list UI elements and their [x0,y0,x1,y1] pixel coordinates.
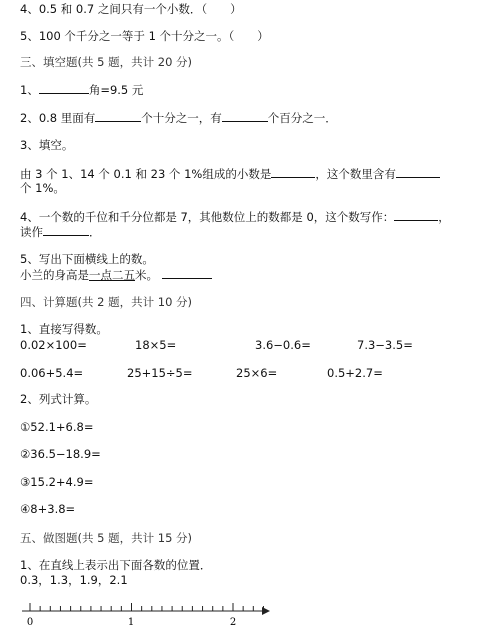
draw-section-heading: 五、做图题(共 5 题，共计 15 分) [20,531,193,545]
calc-item: 25+15÷5= [127,366,193,380]
fill-q4-text-b: ， [438,210,450,224]
fill-q5-underlined: 一点二五 [89,268,135,282]
calc-q2-title: 2、列式计算。 [20,392,97,406]
fill-q2-text-c: 个百分之一． [267,111,337,125]
calc-list-item: ④8+3.8= [20,502,76,516]
calc-list-item: ①52.1+6.8= [20,420,94,434]
calc-item: 18×5= [135,338,177,352]
fill-q5-title: 5、写出下面横线上的数。 [20,252,154,266]
fill-q2-text-a: 2、0.8 里面有 [20,111,96,125]
calc-list-item: ②36.5−18.9= [20,447,101,461]
calc-item: 0.02×100= [20,338,87,352]
fill-q3-title: 3、填空。 [20,138,74,152]
fill-section-heading: 三、填空题(共 5 题，共计 20 分) [20,55,193,69]
calc-item: 0.06+5.4= [20,366,84,380]
judge-q5: 5、100 个千分之一等于 1 个十分之一。（ ） [20,29,269,43]
calc-section-heading: 四、计算题(共 2 题，共计 10 分) [20,295,193,309]
number-line-axis [22,603,270,615]
fill-q2-text-b: 个十分之一，有 [141,111,222,125]
fill-q3-text-a: 由 3 个 1、14 个 0.1 和 23 个 1%组成的小数是 [20,167,272,181]
axis-label-1: 1 [127,617,135,628]
calc-item: 7.3−3.5= [357,338,413,352]
axis-label-2: 2 [229,617,237,628]
calc-item: 3.6−0.6= [255,338,311,352]
calc-q1-title: 1、直接写得数。 [20,322,108,336]
draw-q1-title: 1、在直线上表示出下面各数的位置． [20,558,212,572]
fill-q5-post: 米。 [135,268,158,282]
judge-q4: 4、0.5 和 0.7 之间只有一个小数．（ ） [20,2,242,16]
calc-item: 0.5+2.7= [327,366,383,380]
fill-q1-suffix: 角=9.5 元 [88,83,144,97]
draw-numbers: 0.3，1.3，1.9，2.1 [20,573,128,587]
calc-item: 25×6= [236,366,278,380]
fill-q1-prefix: 1、 [20,83,39,97]
fill-q5-pre: 小兰的身高是 [20,268,89,282]
fill-q3-text-c: 个 1%。 [20,181,65,195]
fill-q3-text-b: ，这个数里含有 [315,167,396,181]
fill-q4-text-c: 读作 [20,225,43,239]
calc-list-item: ③15.2+4.9= [20,475,94,489]
axis-label-0: 0 [26,617,34,628]
fill-q4-text-d: ． [89,225,101,239]
fill-q4-text-a: 4、一个数的千位和千分位都是 7，其他数位上的数都是 0，这个数写作： [20,210,395,224]
